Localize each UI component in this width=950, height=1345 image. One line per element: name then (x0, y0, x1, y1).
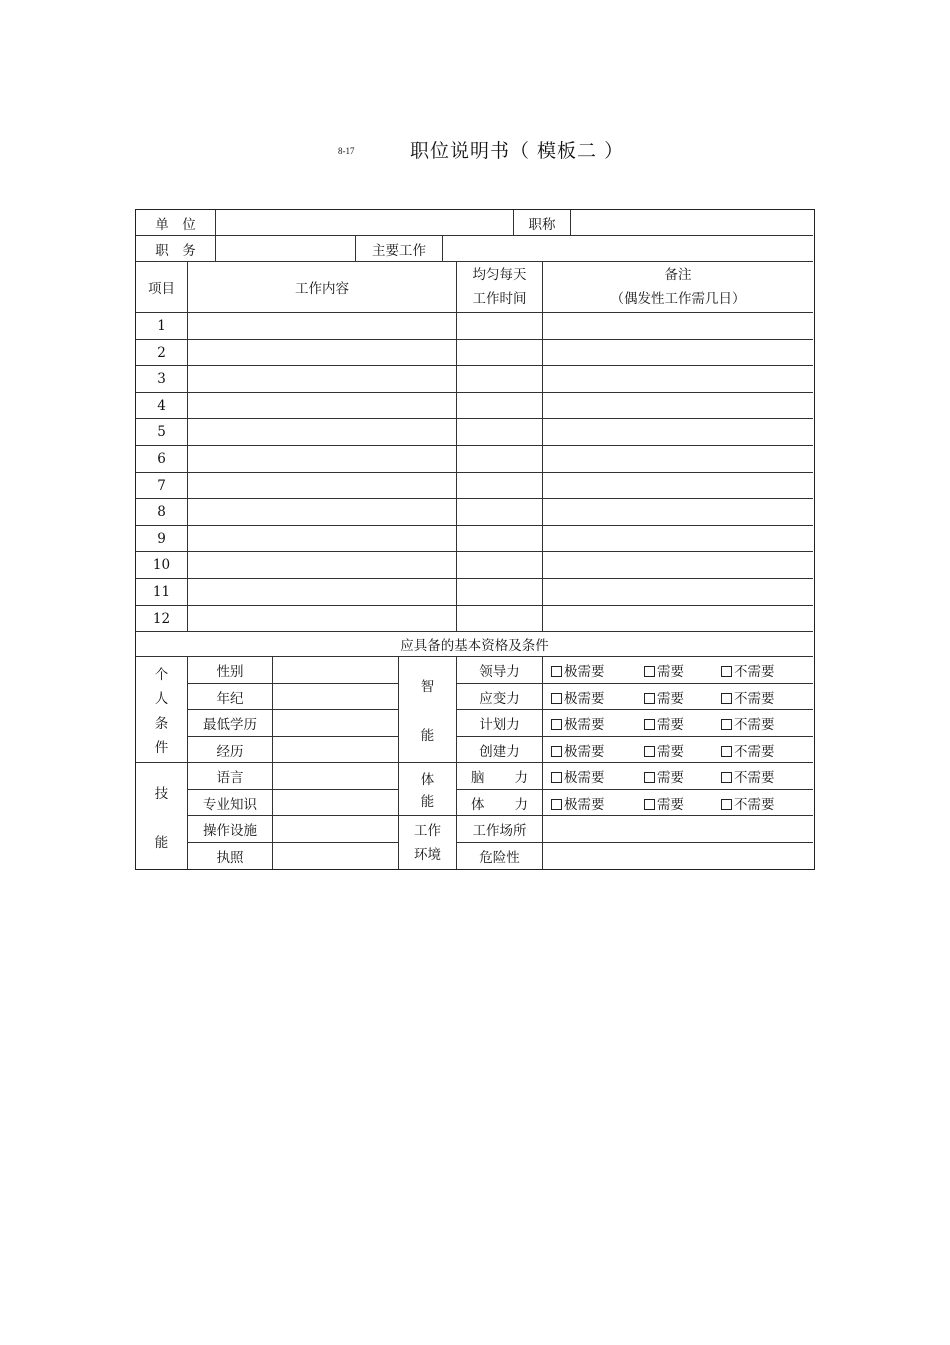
environment-group-label (399, 816, 457, 869)
remark-field[interactable] (543, 313, 813, 340)
personal-field-label: 经历 (188, 737, 273, 763)
option-needed-label: 需要 (657, 770, 684, 786)
option-very-needed-label: 极需要 (564, 743, 605, 760)
work-content-field[interactable] (188, 446, 457, 473)
checkbox-icon[interactable] (721, 693, 732, 704)
job-description-form (135, 209, 815, 870)
skills-group-label (136, 763, 188, 869)
intelligence-row-options (543, 710, 813, 737)
col-remark (543, 262, 813, 313)
row-number: 11 (136, 579, 188, 606)
personal-field-value[interactable] (273, 657, 399, 684)
row-number: 7 (136, 473, 188, 499)
checkbox-icon[interactable] (551, 693, 562, 704)
work-content-field[interactable] (188, 340, 457, 366)
checkbox-icon[interactable] (721, 666, 732, 677)
remark-field[interactable] (543, 419, 813, 446)
option-very-needed[interactable] (551, 740, 644, 760)
work-content-field[interactable] (188, 313, 457, 340)
row-number: 5 (136, 419, 188, 446)
brain-power-char-b: 力 (514, 770, 528, 786)
personal-field-value[interactable] (273, 684, 399, 710)
brain-power-char-a: 脑 (471, 770, 485, 786)
option-very-needed[interactable] (551, 793, 644, 813)
option-not-needed[interactable] (721, 793, 775, 813)
checkbox-icon[interactable] (551, 746, 562, 757)
checkbox-icon[interactable] (721, 772, 732, 783)
option-very-needed[interactable] (551, 766, 644, 786)
work-time-field[interactable] (457, 473, 543, 499)
remark-field[interactable] (543, 366, 813, 393)
personal-group-char: 人 (154, 691, 169, 708)
intelligence-group-label (399, 657, 457, 763)
col-remark-line2: （偶发性工作需几日） (610, 291, 746, 307)
checkbox-icon[interactable] (644, 772, 655, 783)
work-time-field[interactable] (457, 552, 543, 579)
checkbox-icon[interactable] (644, 799, 655, 810)
physical-group-char: 体 (420, 772, 435, 788)
row-number: 1 (136, 313, 188, 340)
remark-field[interactable] (543, 446, 813, 473)
col-time (457, 262, 543, 313)
skill-field-value[interactable] (273, 816, 399, 843)
option-needed-label: 需要 (657, 690, 684, 707)
remark-field[interactable] (543, 473, 813, 499)
col-time-line1: 均匀每天 (472, 267, 527, 283)
unit-field[interactable] (216, 210, 514, 236)
row-number: 6 (136, 446, 188, 473)
checkbox-icon[interactable] (721, 719, 732, 730)
remark-field[interactable] (543, 606, 813, 632)
remark-field[interactable] (543, 526, 813, 552)
body-power-row-options (543, 790, 813, 816)
option-not-needed-label: 不需要 (734, 770, 775, 786)
skill-field-value[interactable] (273, 790, 399, 816)
work-time-field[interactable] (457, 446, 543, 473)
work-content-field[interactable] (188, 579, 457, 606)
checkbox-icon[interactable] (721, 799, 732, 810)
personal-field-label: 最低学历 (188, 710, 273, 737)
work-content-field[interactable] (188, 526, 457, 552)
option-needed[interactable] (644, 766, 721, 786)
work-time-field[interactable] (457, 526, 543, 552)
option-very-needed[interactable] (551, 713, 644, 733)
skill-field-label: 语言 (188, 763, 273, 790)
checkbox-icon[interactable] (644, 746, 655, 757)
work-time-field[interactable] (457, 579, 543, 606)
environment-field-label: 危险性 (457, 843, 543, 869)
position-label: 职 务 (136, 236, 216, 262)
work-content-field[interactable] (188, 393, 457, 419)
brain-power-row-options (543, 763, 813, 790)
intelligence-row-options (543, 737, 813, 763)
work-content-field[interactable] (188, 366, 457, 393)
work-time-field[interactable] (457, 340, 543, 366)
skill-field-value[interactable] (273, 763, 399, 790)
skill-field-label: 执照 (188, 843, 273, 869)
intelligence-group-char: 能 (420, 727, 435, 744)
skill-field-label: 专业知识 (188, 790, 273, 816)
intelligence-row-options (543, 684, 813, 710)
body-power-char-b: 力 (514, 796, 528, 813)
personal-field-value[interactable] (273, 737, 399, 763)
checkbox-icon[interactable] (644, 719, 655, 730)
work-content-field[interactable] (188, 606, 457, 632)
option-not-needed-label: 不需要 (734, 690, 775, 707)
remark-field[interactable] (543, 552, 813, 579)
intelligence-field-label: 创建力 (457, 737, 543, 763)
option-not-needed-label: 不需要 (734, 717, 775, 733)
skill-field-value[interactable] (273, 843, 399, 869)
checkbox-icon[interactable] (644, 693, 655, 704)
body-power-label (457, 790, 543, 816)
option-needed-label: 需要 (657, 717, 684, 733)
row-number: 4 (136, 393, 188, 419)
environment-group-line1: 工作 (414, 822, 441, 839)
option-needed[interactable] (644, 713, 721, 733)
option-not-needed-label: 不需要 (734, 664, 775, 680)
work-content-field[interactable] (188, 419, 457, 446)
col-remark-line1: 备注 (664, 267, 692, 283)
option-not-needed[interactable] (721, 740, 775, 760)
option-not-needed-label: 不需要 (734, 796, 775, 813)
personal-group-label (136, 657, 188, 763)
row-number: 10 (136, 552, 188, 579)
skills-group-char: 能 (154, 834, 169, 851)
skill-field-label: 操作设施 (188, 816, 273, 843)
personal-field-label: 性别 (188, 657, 273, 684)
work-time-field[interactable] (457, 393, 543, 419)
work-content-field[interactable] (188, 473, 457, 499)
row-number: 8 (136, 499, 188, 526)
environment-field-label: 工作场所 (457, 816, 543, 843)
intelligence-field-label: 应变力 (457, 684, 543, 710)
checkbox-icon[interactable] (721, 746, 732, 757)
option-very-needed[interactable] (551, 687, 644, 707)
option-very-needed-label: 极需要 (564, 796, 605, 813)
option-needed[interactable] (644, 687, 721, 707)
personal-group-char: 条 (154, 715, 169, 732)
work-time-field[interactable] (457, 499, 543, 526)
personal-group-char: 个 (154, 667, 169, 684)
workplace-field[interactable] (543, 816, 813, 843)
option-not-needed[interactable] (721, 687, 775, 707)
title-label: 职称 (514, 210, 571, 236)
main-work-field[interactable] (443, 236, 813, 262)
row-number: 12 (136, 606, 188, 632)
option-very-needed[interactable] (551, 660, 644, 680)
option-not-needed[interactable] (721, 766, 775, 786)
checkbox-icon[interactable] (551, 719, 562, 730)
checkbox-icon[interactable] (551, 799, 562, 810)
checkbox-icon[interactable] (551, 772, 562, 783)
col-content: 工作内容 (188, 262, 457, 313)
option-not-needed[interactable] (721, 713, 775, 733)
option-needed[interactable] (644, 740, 721, 760)
intelligence-row-options (543, 657, 813, 684)
option-very-needed-label: 极需要 (564, 770, 605, 786)
option-needed-label: 需要 (657, 664, 684, 680)
personal-field-label: 年纪 (188, 684, 273, 710)
option-needed-label: 需要 (657, 796, 684, 813)
physical-group-label (399, 763, 457, 816)
row-number: 2 (136, 340, 188, 366)
remark-field[interactable] (543, 393, 813, 419)
option-very-needed-label: 极需要 (564, 717, 605, 733)
brain-power-label (457, 763, 543, 790)
row-number: 9 (136, 526, 188, 552)
personal-group-char: 件 (154, 739, 169, 756)
option-very-needed-label: 极需要 (564, 664, 605, 680)
work-time-field[interactable] (457, 366, 543, 393)
intelligence-field-label: 领导力 (457, 657, 543, 684)
work-time-field[interactable] (457, 419, 543, 446)
unit-label: 单 位 (136, 210, 216, 236)
qualifications-title: 应具备的基本资格及条件 (136, 632, 813, 657)
checkbox-icon[interactable] (644, 666, 655, 677)
work-content-field[interactable] (188, 499, 457, 526)
col-time-line2: 工作时间 (472, 291, 527, 307)
page-title: 职位说明书（ 模板二 ） (410, 140, 625, 162)
danger-field[interactable] (543, 843, 813, 869)
option-not-needed[interactable] (721, 660, 775, 680)
physical-group-char: 能 (420, 794, 435, 810)
remark-field[interactable] (543, 340, 813, 366)
option-not-needed-label: 不需要 (734, 743, 775, 760)
col-item: 项目 (136, 262, 188, 313)
option-very-needed-label: 极需要 (564, 690, 605, 707)
work-time-field[interactable] (457, 313, 543, 340)
work-content-field[interactable] (188, 552, 457, 579)
main-work-label: 主要工作 (356, 236, 443, 262)
row-number: 3 (136, 366, 188, 393)
body-power-char-a: 体 (471, 796, 485, 813)
checkbox-icon[interactable] (551, 666, 562, 677)
option-needed[interactable] (644, 660, 721, 680)
option-needed-label: 需要 (657, 743, 684, 760)
page-number: 8-17 (338, 146, 355, 156)
intelligence-field-label: 计划力 (457, 710, 543, 737)
skills-group-char: 技 (154, 785, 169, 802)
environment-group-line2: 环境 (414, 846, 441, 863)
title-field[interactable] (571, 210, 813, 236)
position-field[interactable] (216, 236, 356, 262)
personal-field-value[interactable] (273, 710, 399, 737)
remark-field[interactable] (543, 579, 813, 606)
intelligence-group-char: 智 (420, 679, 435, 696)
remark-field[interactable] (543, 499, 813, 526)
option-needed[interactable] (644, 793, 721, 813)
work-time-field[interactable] (457, 606, 543, 632)
